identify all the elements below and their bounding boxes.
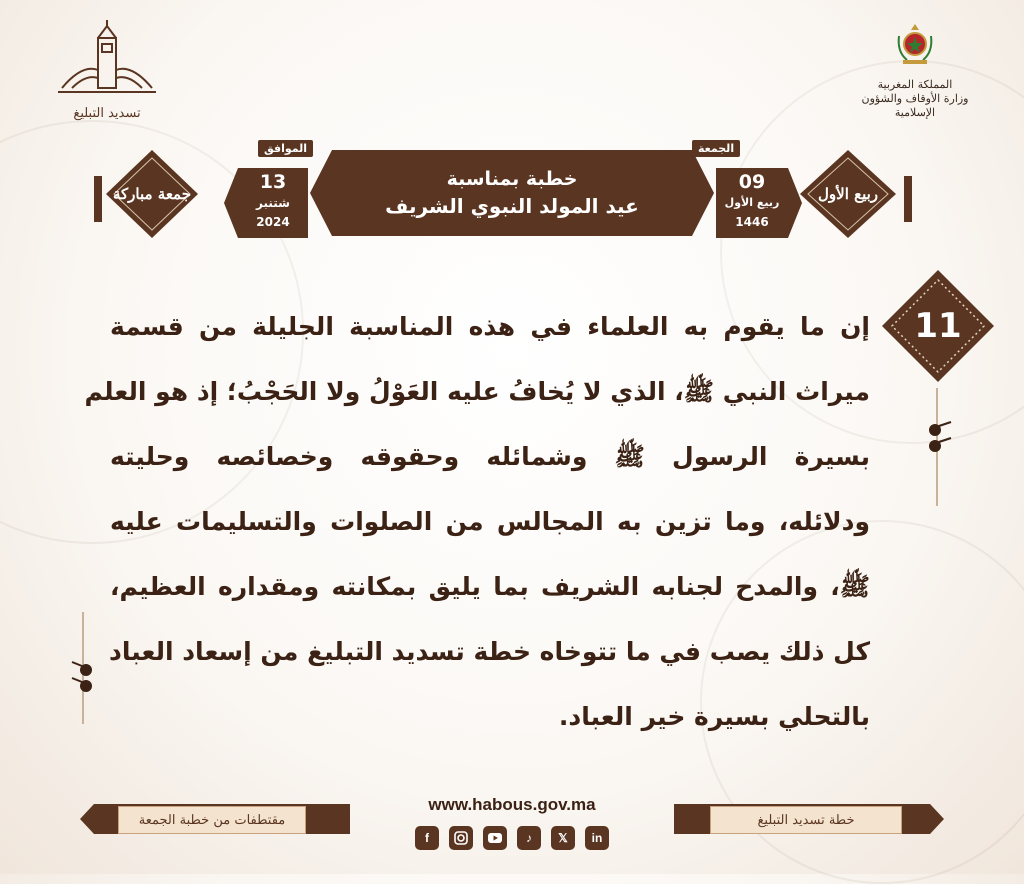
ministry-name-line2: وزارة الأوقاف والشؤون الإسلامية	[861, 92, 969, 119]
ministry-name-line1: المملكة المغربية	[877, 78, 953, 91]
title-line1: خطبة بمناسبة	[446, 168, 578, 190]
hijri-day: 09	[738, 171, 766, 193]
gregorian-label: الموافق	[258, 140, 313, 157]
instagram-icon[interactable]	[449, 826, 473, 850]
body-line: ميراث النبي ﷺ، الذي لا يُخافُ عليه العَوْلُ ولا الحَجْبُ؛ إذ هو العلم	[84, 377, 870, 406]
body-line: كل ذلك يصب في ما تتوخاه خطة تسديد التبليغ من إسعاد العباد	[109, 637, 870, 666]
quote-mark-icon	[70, 660, 98, 696]
excerpt-number: 11	[914, 306, 962, 346]
website-link[interactable]: www.habous.gov.ma	[428, 795, 596, 814]
hijri-date-box	[714, 160, 804, 242]
left-ornament	[104, 148, 200, 240]
logo-text: تسديد التبليغ	[73, 106, 141, 121]
facebook-icon[interactable]: f	[415, 826, 439, 850]
body-line: إن ما يقوم به العلماء في هذه المناسبة الجليلة من قسمة	[110, 312, 870, 341]
tasdid-logo	[52, 20, 162, 125]
body-line: بالتحلي بسيرة خير العباد.	[558, 702, 870, 731]
quote-mark-icon	[925, 420, 953, 456]
gregorian-day: 13	[259, 171, 287, 193]
x-icon[interactable]: 𝕏	[551, 826, 575, 850]
body-line: بسيرة الرسول ﷺ وشمائله وحقوقه وخصائصه وحليته	[110, 442, 870, 471]
footer-left-label: مقتطفات من خطبة الجمعة	[118, 806, 306, 834]
footer-right-label: خطة تسديد التبليغ	[710, 806, 902, 834]
mosque-icon	[52, 20, 162, 100]
title-banner	[308, 148, 716, 238]
body-line: ودلائله، وما تزين به المجالس من الصلوات والتسليمات عليه	[110, 507, 870, 536]
gregorian-month: شتنبر	[256, 196, 290, 210]
right-ornament	[798, 148, 898, 240]
hijri-label: الجمعة	[692, 140, 740, 157]
gregorian-year: 2024	[256, 215, 290, 229]
gregorian-date-box	[222, 160, 310, 242]
title-line2: عيد المولد النبوي الشريف	[385, 194, 639, 218]
hijri-month: ربيع الأول	[724, 196, 780, 209]
left-ornament-text: جمعة مباركة	[113, 185, 192, 203]
hijri-year: 1446	[735, 215, 769, 229]
header-left-bar	[94, 176, 102, 222]
body-line: ﷺ، والمدح لجنابه الشريف بما يليق بمكانته ومقداره العظيم،	[110, 572, 870, 601]
social-icons	[412, 826, 612, 852]
header-right-bar	[904, 176, 912, 222]
ministry-logo	[840, 22, 990, 122]
tiktok-icon[interactable]: ♪	[517, 826, 541, 850]
excerpt-body	[84, 294, 870, 749]
coat-of-arms-icon	[895, 22, 935, 66]
youtube-icon[interactable]	[483, 826, 507, 850]
linkedin-icon[interactable]: in	[585, 826, 609, 850]
right-ornament-text: ربيع الأول	[818, 185, 879, 203]
